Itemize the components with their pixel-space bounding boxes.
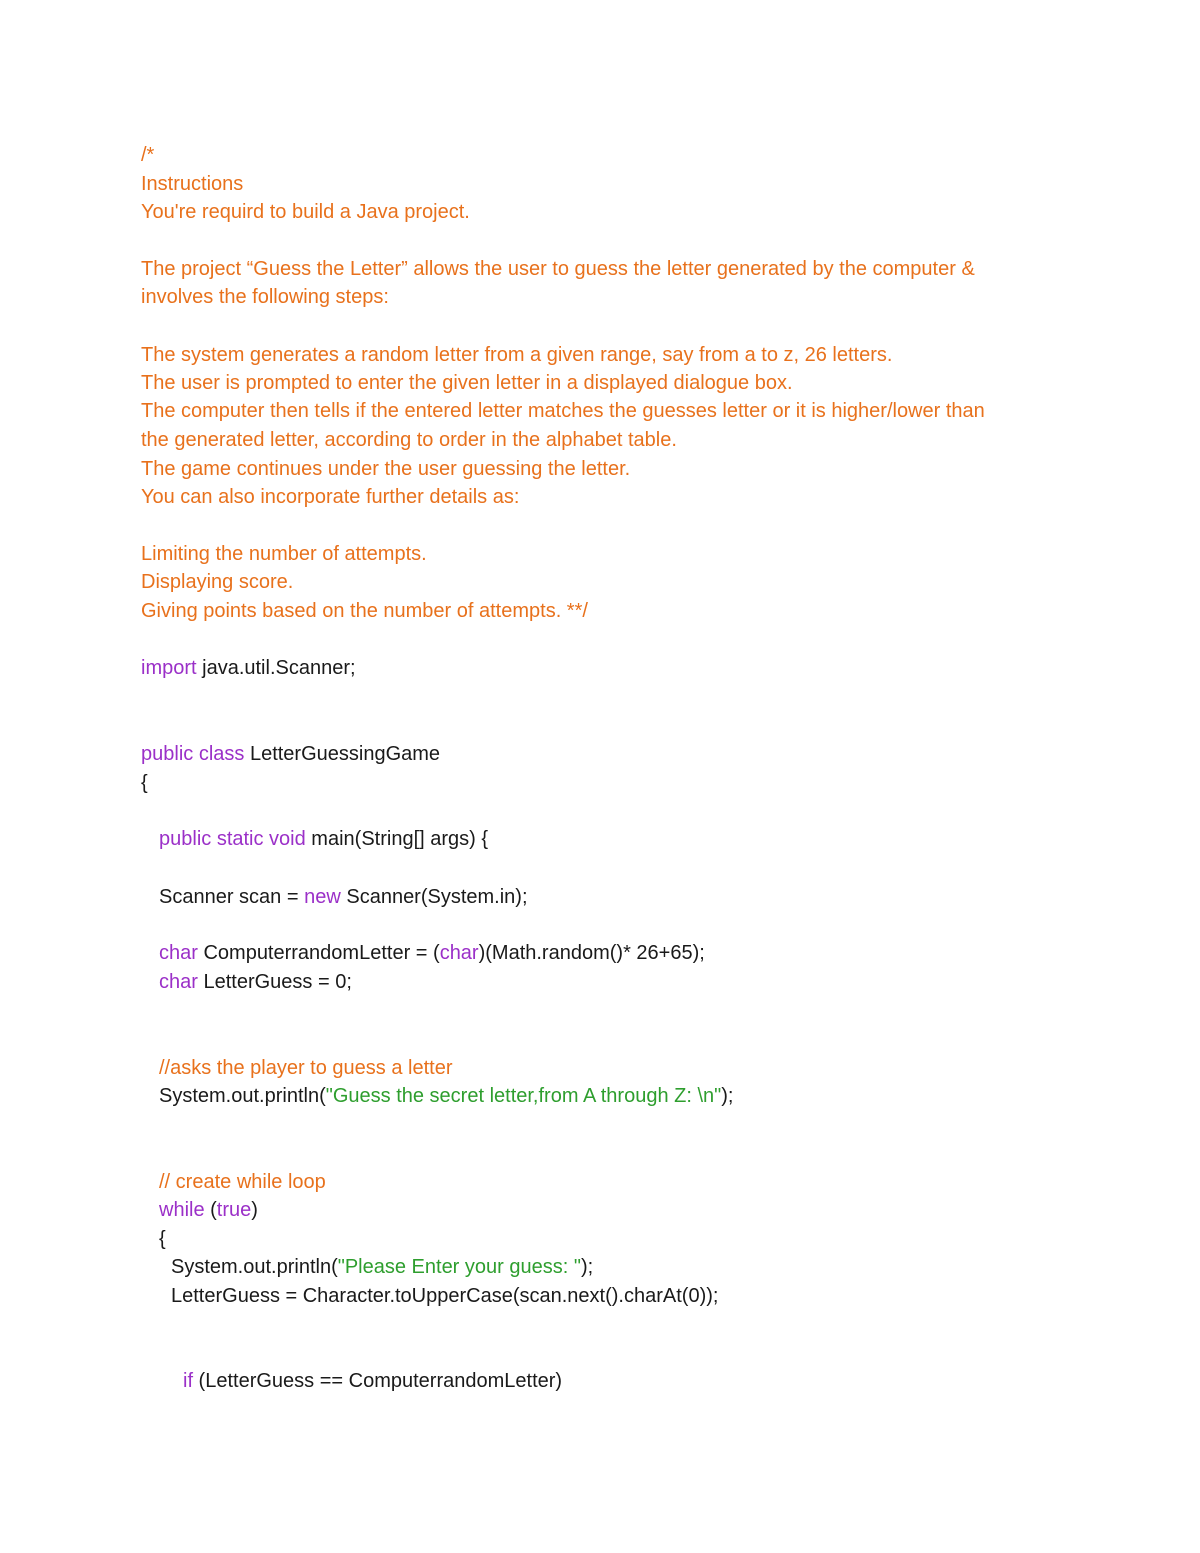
comment-token: //asks the player to guess a letter bbox=[159, 1057, 453, 1079]
keyword-token: char bbox=[439, 942, 479, 964]
comment-token: // create while loop bbox=[159, 1171, 326, 1193]
code-line bbox=[159, 1056, 453, 1080]
code-line bbox=[141, 343, 892, 367]
comment-token: the generated letter, according to order in the alphabet table. bbox=[141, 429, 677, 451]
code-line bbox=[141, 399, 985, 423]
string-token: "Please Enter your guess: " bbox=[337, 1256, 581, 1278]
plain-token: )(Math.random()* 26+65); bbox=[478, 942, 705, 964]
keyword-token: new bbox=[304, 886, 341, 908]
code-line bbox=[141, 200, 470, 224]
keyword-token: char bbox=[159, 971, 198, 993]
plain-token: ( bbox=[204, 1199, 217, 1221]
code-line bbox=[141, 771, 148, 795]
keyword-token: true bbox=[216, 1199, 252, 1221]
comment-token: Instructions bbox=[141, 173, 244, 195]
code-line bbox=[171, 1255, 593, 1279]
plain-token: java.util.Scanner; bbox=[196, 657, 356, 679]
code-line bbox=[141, 599, 588, 623]
comment-token: You're requird to build a Java project. bbox=[141, 201, 470, 223]
plain-token: ); bbox=[580, 1256, 594, 1278]
comment-token: Displaying score. bbox=[141, 571, 294, 593]
string-token: "Guess the secret letter,from A through Z: \n" bbox=[325, 1085, 722, 1107]
keyword-token: while bbox=[159, 1199, 205, 1221]
plain-token: main(String[] args) { bbox=[305, 828, 489, 850]
keyword-token: if bbox=[183, 1370, 193, 1392]
comment-token: /* bbox=[141, 144, 155, 166]
code-line bbox=[141, 285, 389, 309]
comment-token: involves the following steps: bbox=[141, 286, 389, 308]
plain-token: ComputerrandomLetter = ( bbox=[197, 942, 440, 964]
code-line bbox=[159, 1084, 733, 1108]
code-line bbox=[159, 1170, 326, 1194]
comment-token: The game continues under the user guessing the letter. bbox=[141, 458, 631, 480]
code-line bbox=[159, 885, 528, 909]
code-line bbox=[141, 143, 154, 167]
plain-token: LetterGuessingGame bbox=[244, 743, 441, 765]
keyword-token: import bbox=[141, 657, 197, 679]
code-line bbox=[141, 570, 293, 594]
code-line bbox=[159, 970, 352, 994]
keyword-token: public class bbox=[141, 743, 245, 765]
code-line bbox=[141, 742, 440, 766]
comment-token: The project “Guess the Letter” allows the user to guess the letter generated by the computer & bbox=[141, 258, 975, 280]
comment-token: The computer then tells if the entered letter matches the guesses letter or it is higher/lower than bbox=[141, 400, 985, 422]
comment-token: Limiting the number of attempts. bbox=[141, 543, 427, 565]
plain-token: (LetterGuess == ComputerrandomLetter) bbox=[193, 1370, 563, 1392]
plain-token: { bbox=[159, 1228, 166, 1250]
plain-token: System.out.println( bbox=[159, 1085, 326, 1107]
plain-token: LetterGuess = Character.toUpperCase(scan.next().charAt(0)); bbox=[171, 1285, 719, 1307]
comment-token: Giving points based on the number of attempts. **/ bbox=[141, 600, 588, 622]
plain-token: Scanner(System.in); bbox=[340, 886, 528, 908]
code-line bbox=[141, 257, 975, 281]
code-line bbox=[141, 656, 356, 680]
comment-token: The user is prompted to enter the given letter in a displayed dialogue box. bbox=[141, 372, 793, 394]
comment-token: You can also incorporate further details as: bbox=[141, 486, 520, 508]
plain-token: LetterGuess = 0; bbox=[197, 971, 352, 993]
plain-token: ) bbox=[251, 1199, 258, 1221]
code-line bbox=[183, 1369, 562, 1393]
keyword-token: char bbox=[159, 942, 198, 964]
code-line bbox=[159, 941, 705, 965]
keyword-token: public static void bbox=[159, 828, 306, 850]
code-line bbox=[159, 1198, 258, 1222]
code-line bbox=[141, 172, 243, 196]
code-line bbox=[159, 1227, 166, 1251]
comment-token: The system generates a random letter from a given range, say from a to z, 26 letters. bbox=[141, 344, 893, 366]
plain-token: Scanner scan = bbox=[159, 886, 305, 908]
code-line bbox=[141, 542, 427, 566]
code-line bbox=[171, 1284, 718, 1308]
code-line bbox=[141, 428, 677, 452]
plain-token: System.out.println( bbox=[171, 1256, 338, 1278]
plain-token: { bbox=[141, 772, 148, 794]
code-line bbox=[141, 485, 519, 509]
code-line bbox=[141, 371, 793, 395]
code-line bbox=[159, 827, 488, 851]
code-line bbox=[141, 457, 630, 481]
plain-token: ); bbox=[721, 1085, 734, 1107]
